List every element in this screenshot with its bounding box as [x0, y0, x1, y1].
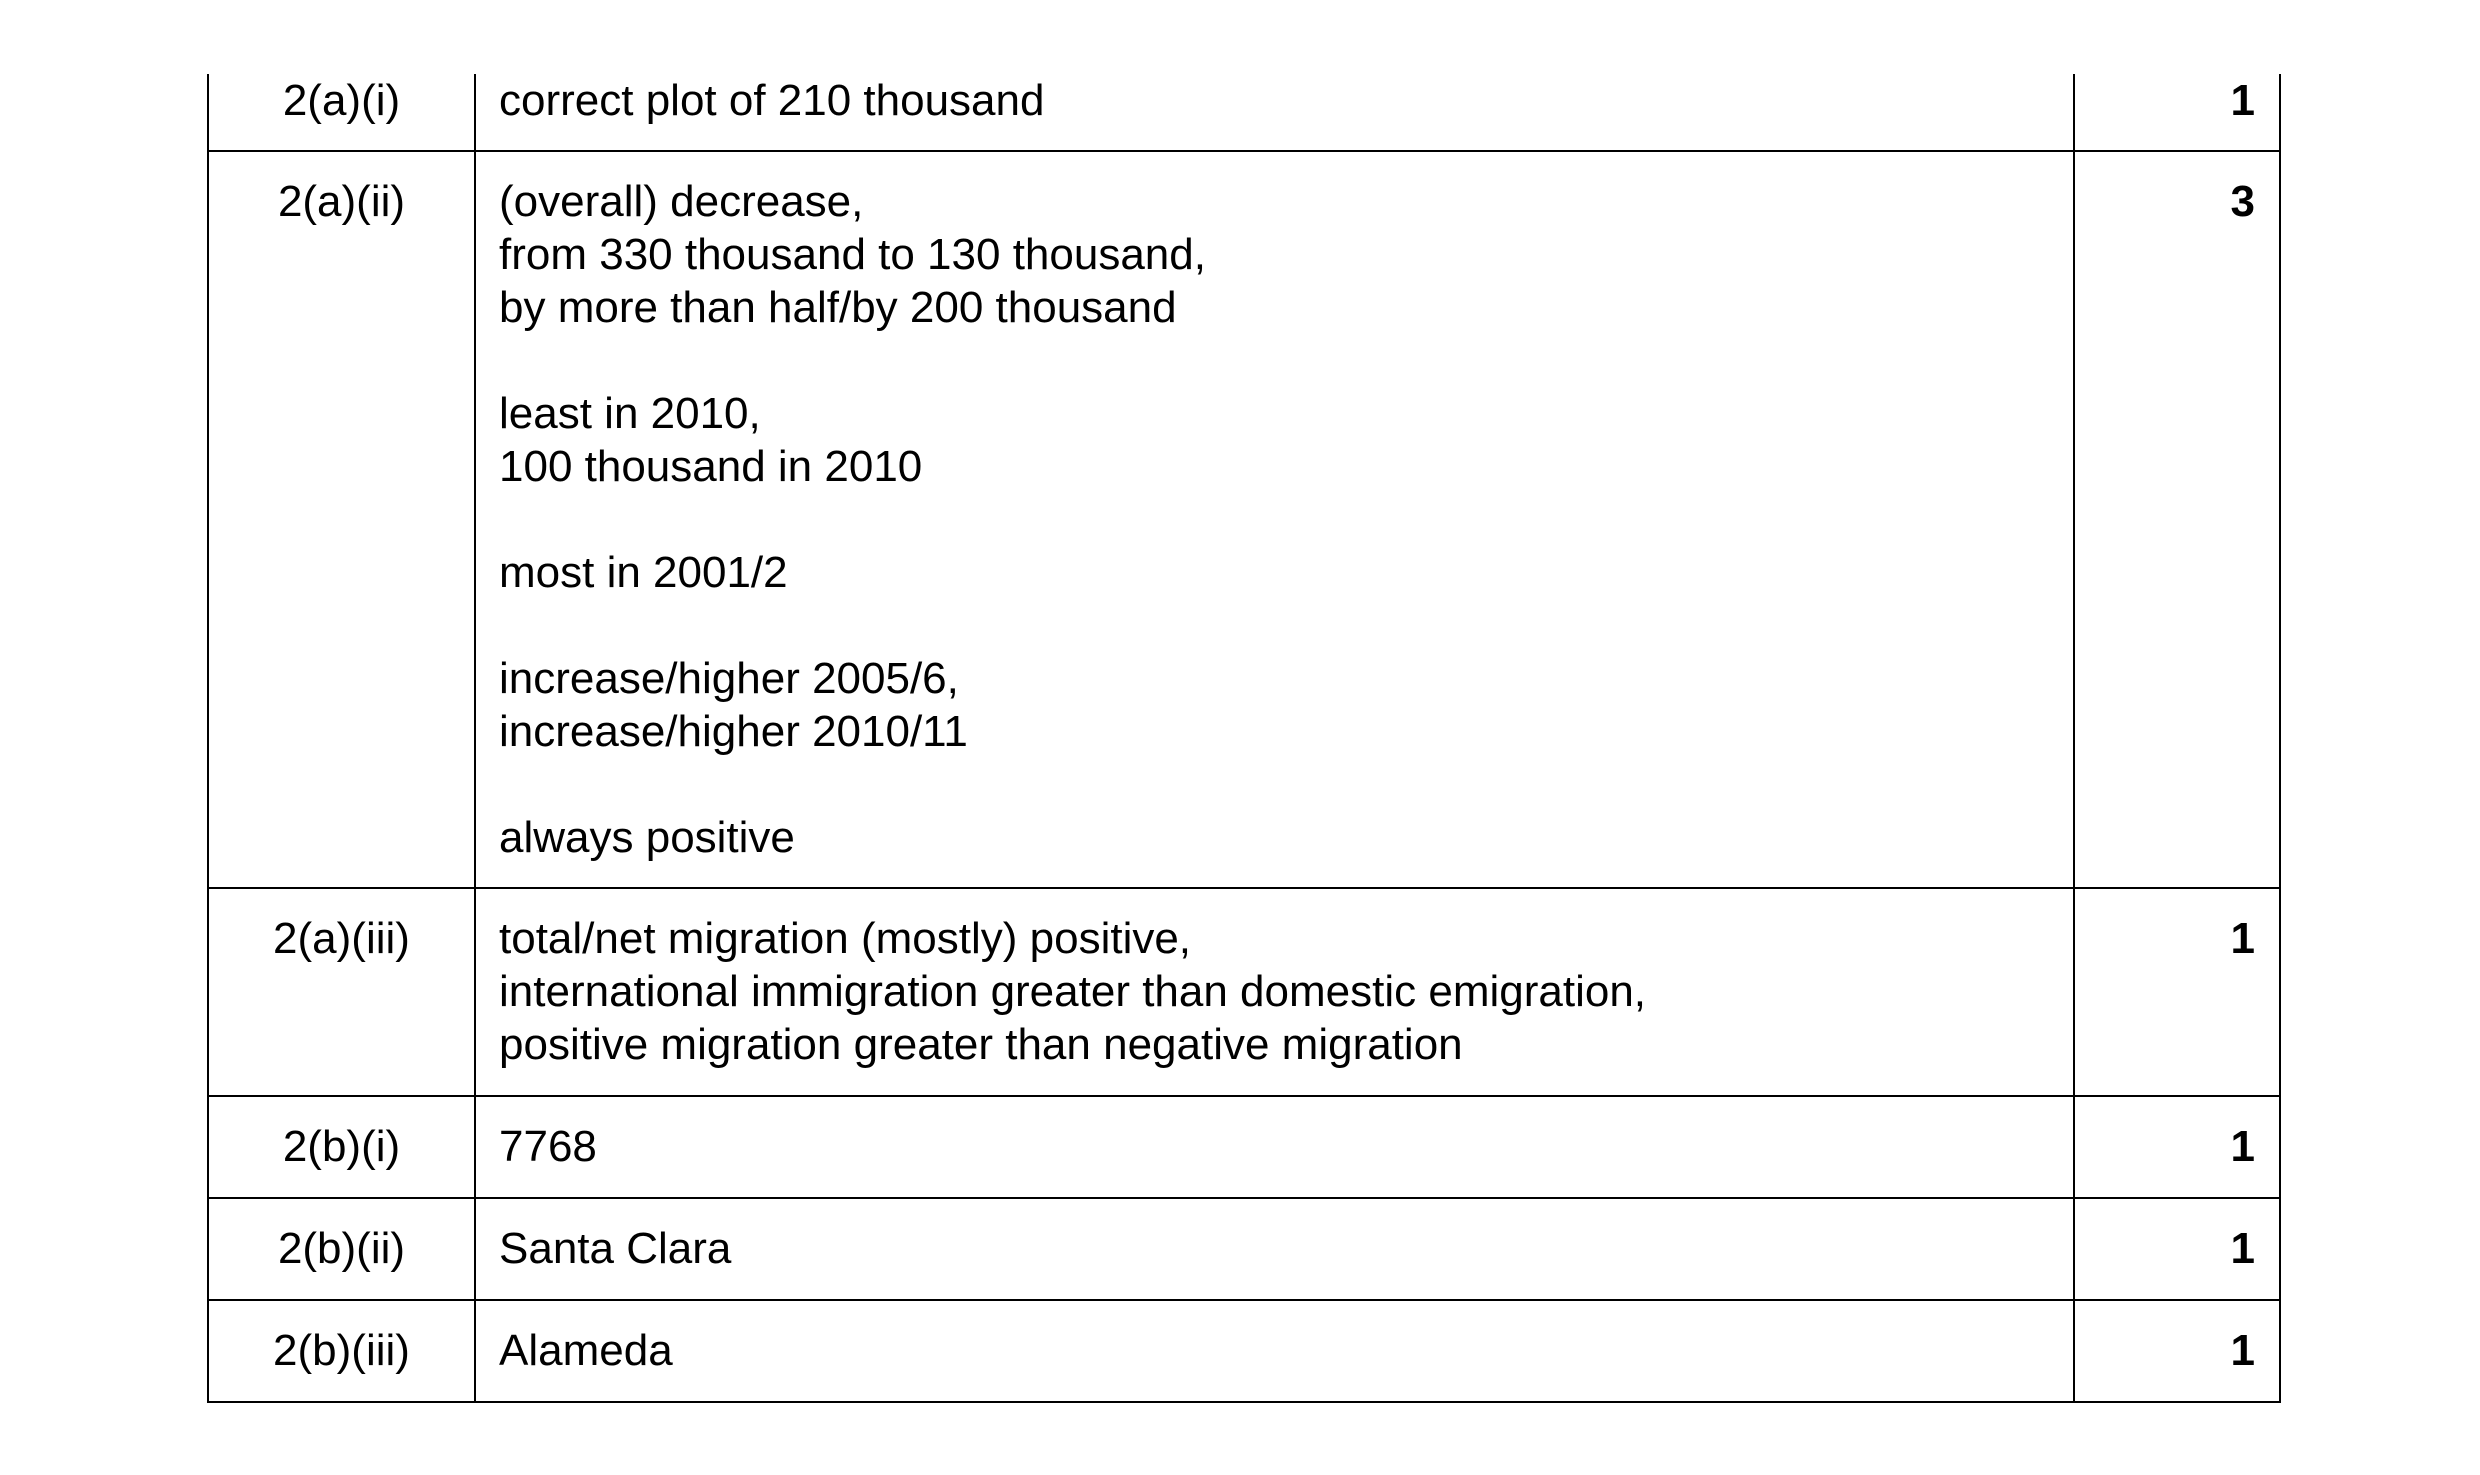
marks-value: 1	[2230, 1122, 2255, 1171]
question-number-cell	[208, 1096, 475, 1198]
marks-value: 1	[2230, 914, 2255, 963]
table-row	[208, 1198, 2280, 1300]
question-number: 2(a)(i)	[282, 76, 401, 125]
marks-value: 1	[2230, 1326, 2255, 1375]
answer-line: 100 thousand in 2010	[499, 442, 923, 491]
table-row	[208, 74, 2280, 151]
answer-line: international immigration greater than domestic emigration,	[499, 967, 1647, 1016]
answer-line: most in 2001/2	[499, 548, 788, 597]
marks-cell	[2074, 151, 2280, 888]
question-number-cell	[208, 74, 475, 151]
question-number: 2(a)(ii)	[277, 177, 406, 226]
marks-cell	[2074, 74, 2280, 151]
answer-cell	[475, 1096, 2074, 1198]
question-number-cell	[208, 888, 475, 1096]
answer-cell	[475, 1300, 2074, 1402]
answer-cell	[475, 1198, 2074, 1300]
answer-line: increase/higher 2005/6,	[499, 654, 959, 703]
answer-line: increase/higher 2010/11	[499, 707, 968, 756]
paragraph-spacer	[499, 758, 2063, 811]
answer-line: Santa Clara	[499, 1224, 732, 1273]
answer-line: correct plot of 210 thousand	[499, 76, 1045, 125]
paragraph-spacer	[499, 334, 2063, 387]
marks-cell	[2074, 1096, 2280, 1198]
paragraph-spacer	[499, 599, 2063, 652]
marks-cell	[2074, 1300, 2280, 1402]
answer-line: always positive	[499, 813, 795, 862]
answer-line: positive migration greater than negative migration	[499, 1020, 1463, 1069]
question-number-cell	[208, 1198, 475, 1300]
mark-scheme-table	[207, 74, 2281, 1403]
answer-line: from 330 thousand to 130 thousand,	[499, 230, 1206, 279]
table-row	[208, 151, 2280, 888]
answer-cell	[475, 74, 2074, 151]
table-row	[208, 1300, 2280, 1402]
question-number-cell	[208, 1300, 475, 1402]
marks-value: 1	[2230, 76, 2255, 125]
marks-cell	[2074, 1198, 2280, 1300]
question-number: 2(b)(iii)	[273, 1326, 410, 1375]
answer-cell	[475, 888, 2074, 1096]
answer-line: total/net migration (mostly) positive,	[499, 914, 1192, 963]
answer-line: by more than half/by 200 thousand	[499, 283, 1177, 332]
marks-cell	[2074, 888, 2280, 1096]
paragraph-spacer	[499, 493, 2063, 546]
answer-line: (overall) decrease,	[499, 177, 864, 226]
question-number: 2(b)(i)	[282, 1122, 401, 1171]
answer-line: 7768	[499, 1122, 597, 1171]
table-row	[208, 888, 2280, 1096]
question-number: 2(b)(ii)	[277, 1224, 406, 1273]
answer-line: least in 2010,	[499, 389, 761, 438]
marks-value: 3	[2230, 177, 2255, 226]
table-row	[208, 1096, 2280, 1198]
question-number-cell	[208, 151, 475, 888]
answer-cell	[475, 151, 2074, 888]
marks-value: 1	[2230, 1224, 2255, 1273]
answer-line: Alameda	[499, 1326, 673, 1375]
question-number: 2(a)(iii)	[273, 914, 410, 963]
